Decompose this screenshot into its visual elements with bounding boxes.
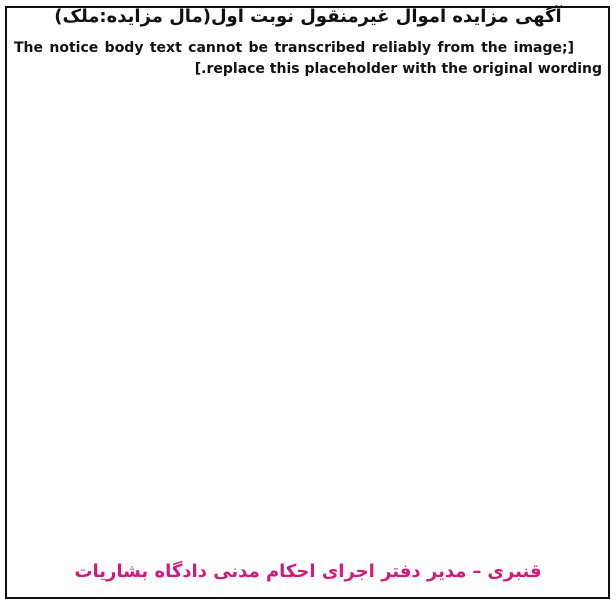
notice-body-text: [The notice body text cannot be transcribed reliably from the image; replace this placeholder with the original wording.]	[14, 40, 602, 77]
signature-separator: –	[472, 561, 482, 582]
signature-title: مدیر دفتر اجرای احکام مدنی دادگاه بشاریات	[74, 561, 467, 582]
notice-signature	[18, 561, 598, 583]
signature-name: قنبری	[487, 561, 542, 582]
notice-title: آگهی مزایده اموال غیرمنقول نوبت اول(مال مزایده:ملک)	[54, 6, 562, 27]
notice-body	[14, 38, 602, 551]
